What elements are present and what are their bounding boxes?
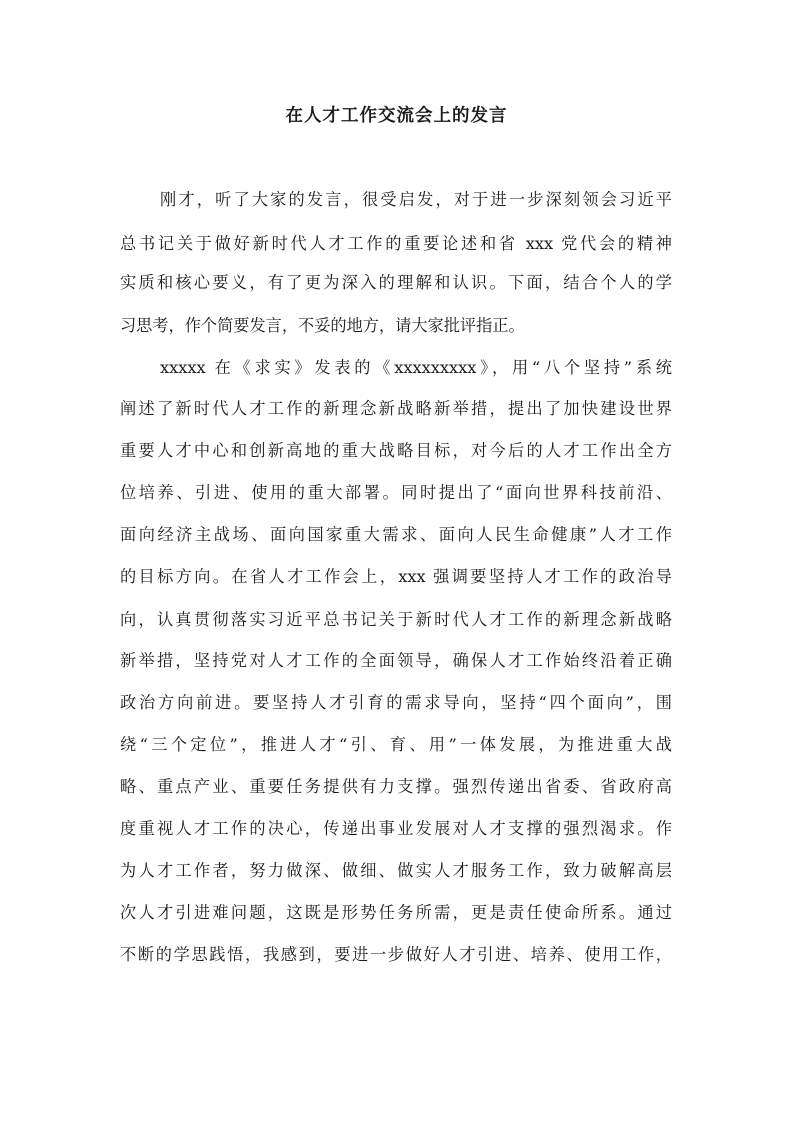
paragraph-2-line-5: 面向经济主战场、面向国家重大需求、面向人民生命健康”人才工作 [120, 525, 672, 544]
paragraph-2-line-4: 位培养、引进、使用的重大部署。同时提出了“面向世界科技前沿、 [120, 483, 672, 502]
paragraph-2-line-10: 绕“三个定位”，推进人才“引、育、用”一体发展，为推进重大战 [120, 735, 672, 754]
paragraph-2-line-9: 政治方向前进。要坚持人才引育的需求导向，坚持“四个面向”，围 [120, 693, 672, 712]
paragraph-2-line-7: 向，认真贯彻落实习近平总书记关于新时代人才工作的新理念新战略 [120, 610, 672, 629]
paragraph-1-line-2: 总书记关于做好新时代人才工作的重要论述和省 xxx 党代会的精神 [120, 234, 672, 253]
paragraph-2-line-1: xxxxx 在《求实》发表的《xxxxxxxxx》，用“八个坚持”系统 [160, 358, 672, 377]
document-title: 在人才工作交流会上的发言 [285, 106, 508, 126]
paragraph-2-line-13: 为人才工作者，努力做深、做细、做实人才服务工作，致力破解高层 [120, 861, 672, 880]
paragraph-2-line-15: 不断的学思践悟，我感到，要进一步做好人才引进、培养、使用工作， [120, 945, 672, 964]
paragraph-2-line-8: 新举措，坚持党对人才工作的全面领导，确保人才工作始终沿着正确 [120, 651, 672, 670]
paragraph-2-line-3: 重要人才中心和创新高地的重大战略目标，对今后的人才工作出全方 [120, 441, 672, 460]
paragraph-1-line-1: 刚才，听了大家的发言，很受启发，对于进一步深刻领会习近平 [160, 190, 672, 209]
paragraph-2-line-11: 略、重点产业、重要任务提供有力支撑。强烈传递出省委、省政府高 [120, 777, 672, 796]
paragraph-2-line-6: 的目标方向。在省人才工作会上，xxx 强调要坚持人才工作的政治导 [120, 567, 672, 586]
paragraph-1-line-4: 习思考，作个简要发言，不妥的地方，请大家批评指正。 [120, 316, 525, 335]
paragraph-2-line-12: 度重视人才工作的决心，传递出事业发展对人才支撑的强烈渴求。作 [120, 819, 672, 838]
paragraph-2-line-2: 阐述了新时代人才工作的新理念新战略新举措，提出了加快建设世界 [120, 399, 672, 418]
paragraph-2-line-14: 次人才引进难问题，这既是形势任务所需，更是责任使命所系。通过 [120, 903, 672, 922]
paragraph-1-line-3: 实质和核心要义，有了更为深入的理解和认识。下面，结合个人的学 [120, 273, 672, 292]
